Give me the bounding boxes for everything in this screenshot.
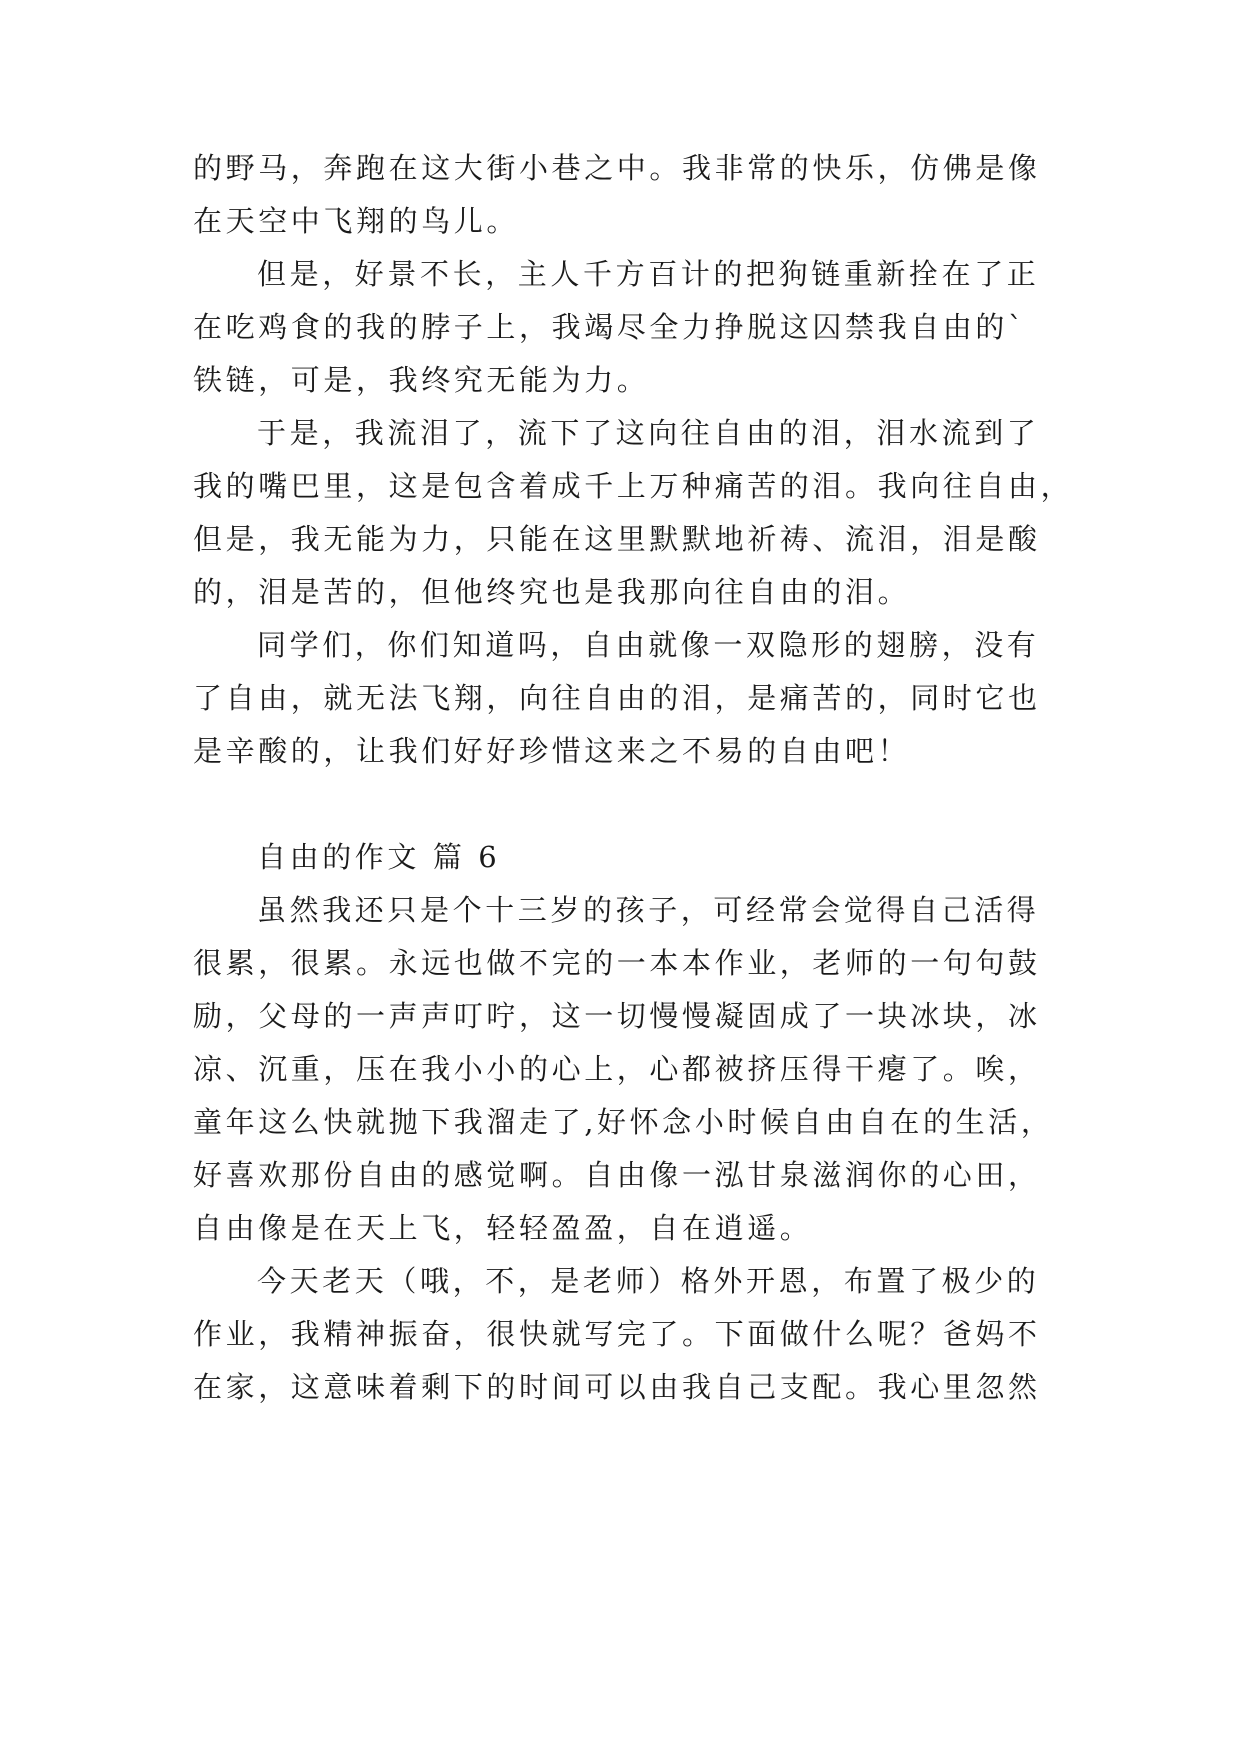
- text-line: 在家，这意味着剩下的时间可以由我自己支配。我心里忽然: [193, 1370, 1041, 1404]
- text-line: 作业，我精神振奋，很快就写完了。下面做什么呢？爸妈不: [193, 1317, 1041, 1351]
- text-line: 励，父母的一声声叮咛，这一切慢慢凝固成了一块冰块，冰: [193, 999, 1041, 1033]
- text-line: 凉、沉重，压在我小小的心上，心都被挤压得干瘪了。唉，: [193, 1052, 1041, 1086]
- text-line: 童年这么快就抛下我溜走了,好怀念小时候自由自在的生活，: [193, 1105, 1054, 1139]
- paragraph-start-line: 于是，我流泪了，流下了这向往自由的泪，泪水流到了: [257, 416, 1040, 450]
- text-line: 是辛酸的，让我们好好珍惜这来之不易的自由吧！: [193, 734, 911, 768]
- paragraph-start-line: 今天老天（哦，不，是老师）格外开恩，布置了极少的: [257, 1264, 1040, 1298]
- paragraph-start-line: 同学们，你们知道吗，自由就像一双隐形的翅膀，没有: [257, 628, 1040, 662]
- text-line: 在天空中飞翔的鸟儿。: [193, 204, 520, 238]
- paragraph-start-line: 但是，好景不长，主人千方百计的把狗链重新拴在了正: [257, 257, 1040, 291]
- text-line: 了自由，就无法飞翔，向往自由的泪，是痛苦的，同时它也: [193, 681, 1041, 715]
- text-line: 好喜欢那份自由的感觉啊。自由像一泓甘泉滋润你的心田，: [193, 1158, 1041, 1192]
- text-line: 但是，我无能为力，只能在这里默默地祈祷、流泪，泪是酸: [193, 522, 1041, 556]
- text-line: 很累，很累。永远也做不完的一本本作业，老师的一句句鼓: [193, 946, 1041, 980]
- section-heading: 自由的作文 篇 6: [257, 840, 501, 874]
- text-line: 自由像是在天上飞，轻轻盈盈，自在逍遥。: [193, 1211, 813, 1245]
- text-line: 的，泪是苦的，但他终究也是我那向往自由的泪。: [193, 575, 911, 609]
- text-line: 在吃鸡食的我的脖子上，我竭尽全力挣脱这囚禁我自由的`: [193, 310, 1027, 344]
- text-line: 的野马，奔跑在这大街小巷之中。我非常的快乐，仿佛是像: [193, 151, 1041, 185]
- paragraph-start-line: 虽然我还只是个十三岁的孩子，可经常会觉得自己活得: [257, 893, 1040, 927]
- text-line: 铁链，可是，我终究无能为力。: [193, 363, 650, 397]
- text-line: 我的嘴巴里，这是包含着成千上万种痛苦的泪。我向往自由，: [193, 469, 1074, 503]
